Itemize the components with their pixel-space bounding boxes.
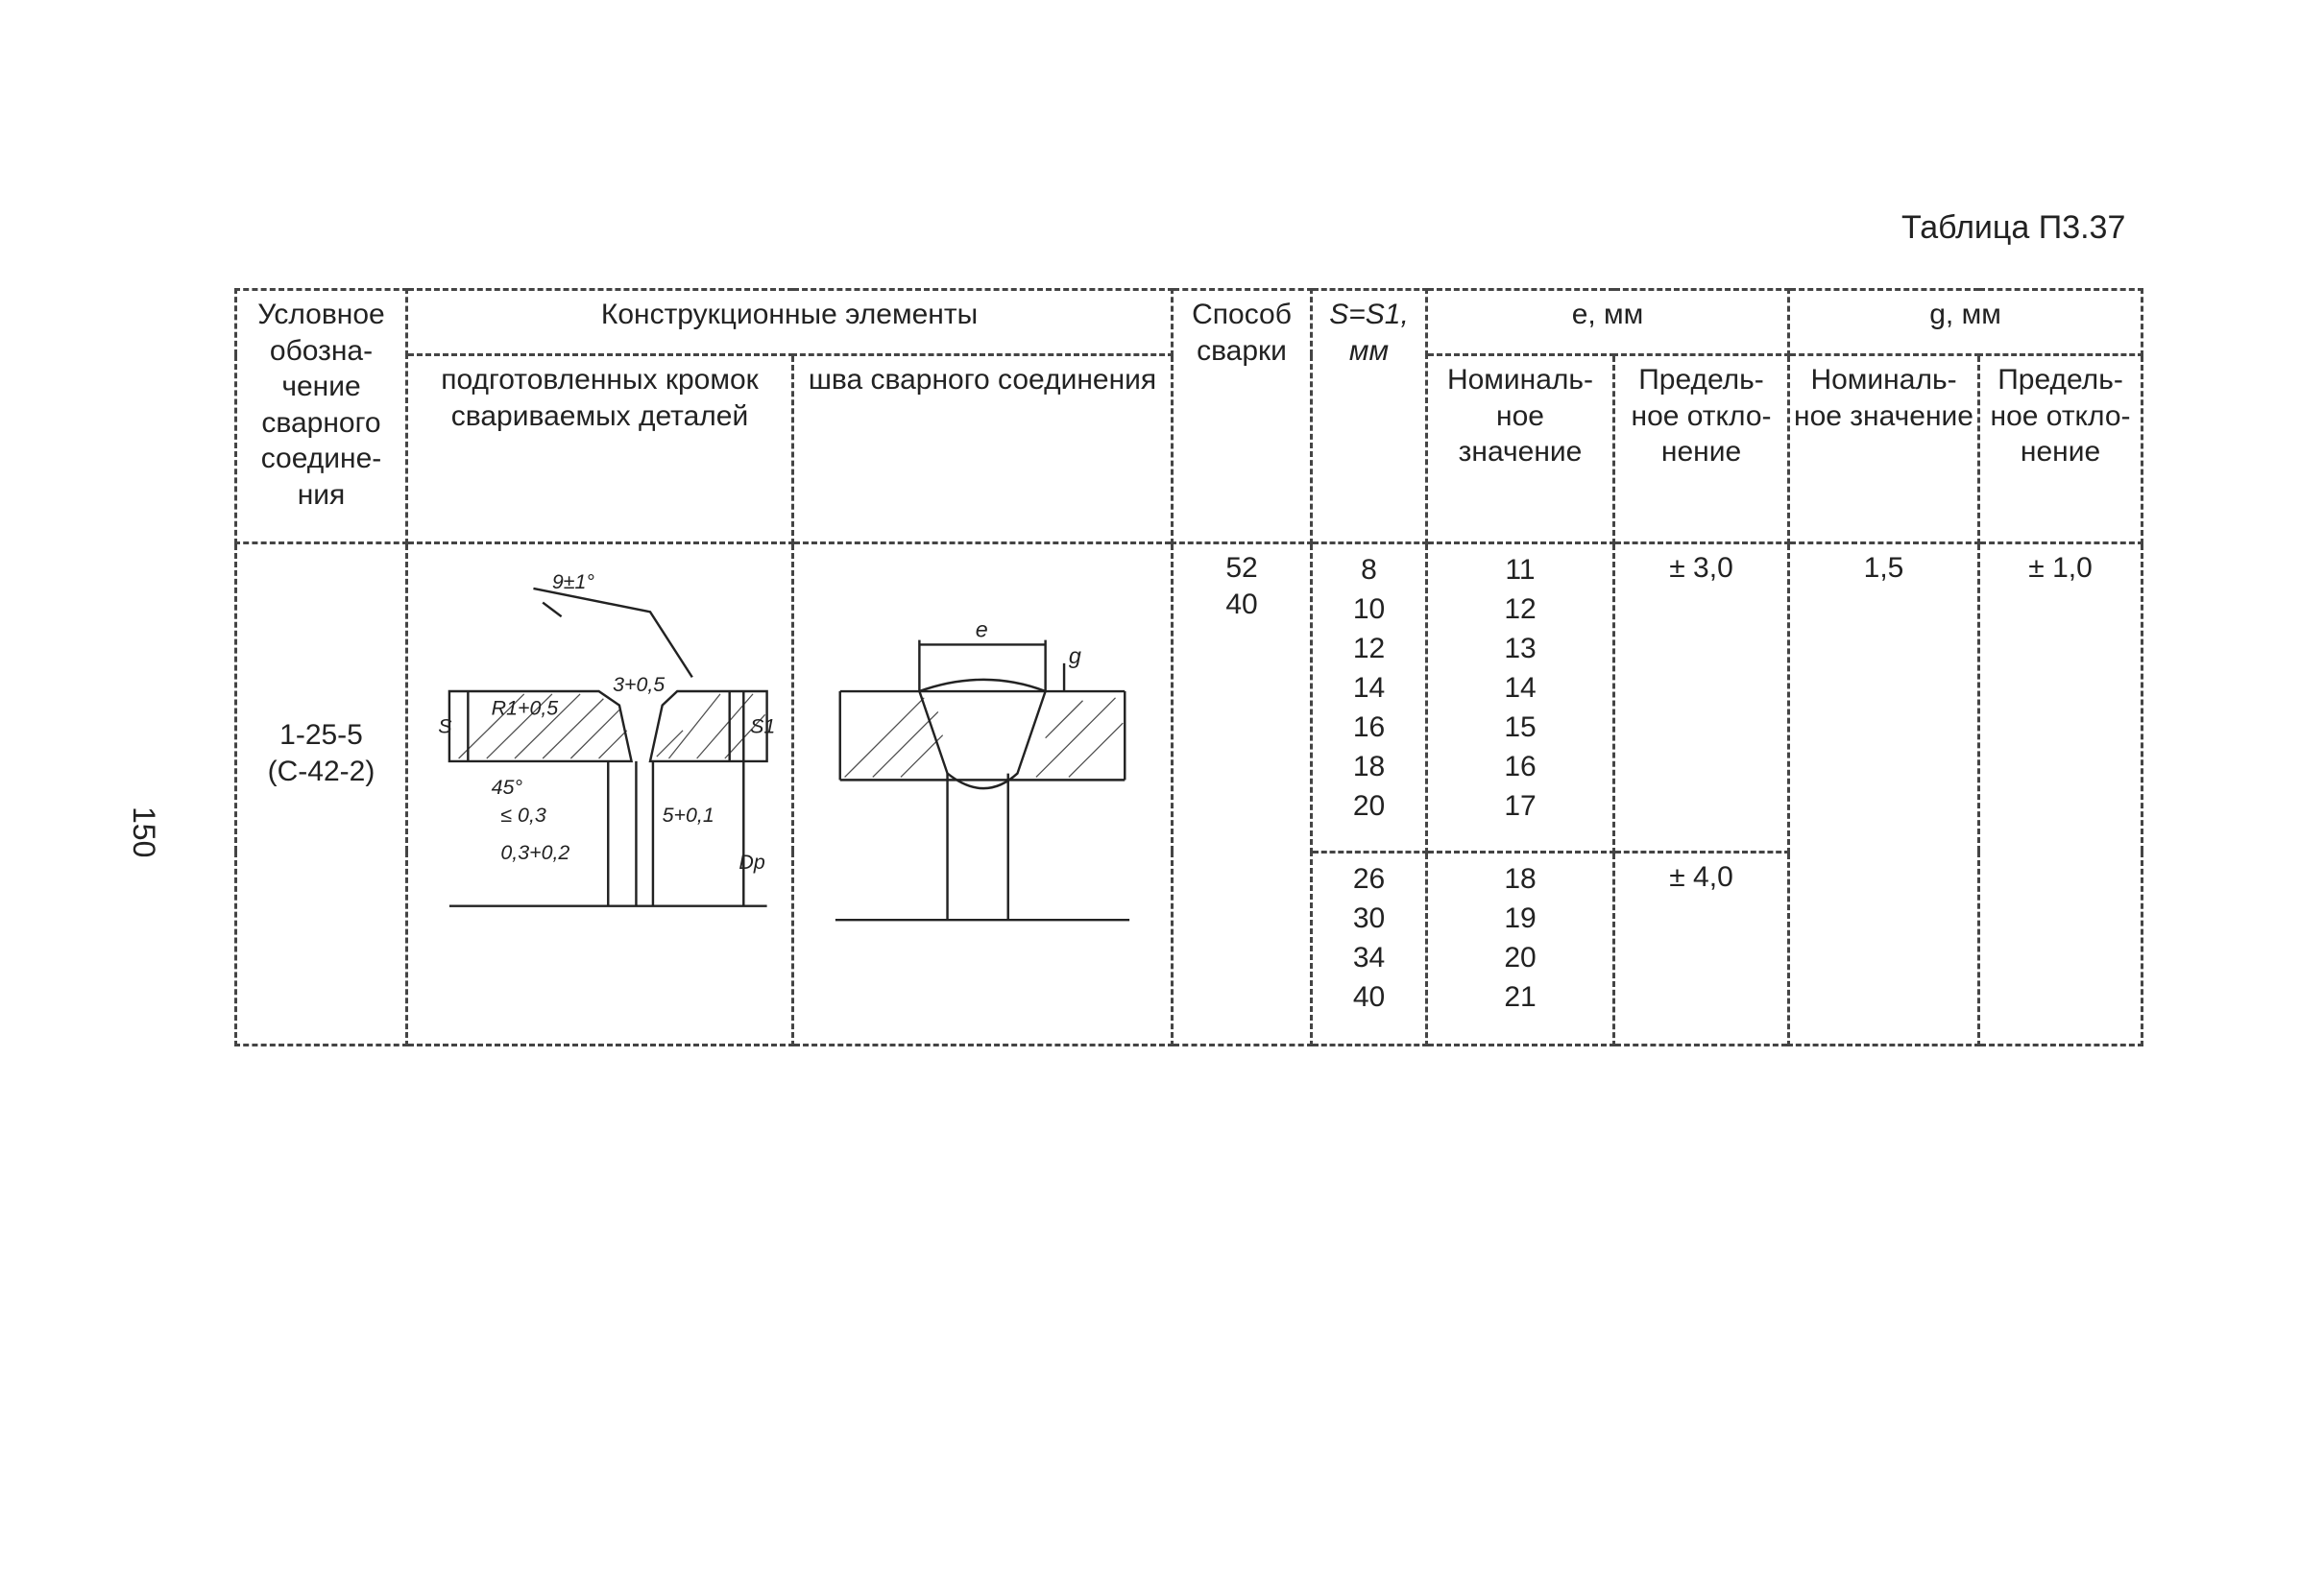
g-limit-value: ± 1,0 <box>1979 543 2142 1046</box>
weld-seam-drawing <box>793 543 1173 1046</box>
s-value: 16 <box>1352 711 1386 744</box>
designation-value: 1-25-5 (С-42-2) <box>236 543 407 1046</box>
s-value: 8 <box>1361 554 1377 587</box>
label-dp: Dp <box>738 850 765 874</box>
label-five: 5+0,1 <box>662 804 714 828</box>
label-gap-top: 3+0,5 <box>613 673 666 697</box>
s-value: 30 <box>1352 902 1386 934</box>
header-e-nominal: Номиналь-ное значение <box>1427 355 1614 543</box>
label-root: 0,3+0,2 <box>500 841 570 865</box>
table-caption: Таблица П3.37 <box>1901 209 2126 246</box>
page-number: 150 <box>127 806 161 858</box>
label-g: g <box>1068 642 1081 668</box>
s-values-group-2 <box>1312 852 1427 1045</box>
label-radius: R1+0,5 <box>491 696 559 720</box>
label-bevel: 45° <box>491 776 523 800</box>
label-s: S <box>438 714 452 738</box>
e-value: 17 <box>1504 790 1537 823</box>
s-value: 20 <box>1352 790 1386 823</box>
s-value: 10 <box>1352 593 1386 626</box>
header-g-group: g, мм <box>1789 290 2142 355</box>
s-value: 18 <box>1352 751 1386 783</box>
e-limit-group-1: ± 3,0 <box>1614 543 1789 853</box>
e-nominal-group-1 <box>1427 543 1614 853</box>
e-value: 16 <box>1504 751 1537 783</box>
s-value: 14 <box>1352 672 1386 705</box>
welding-table <box>234 288 2143 1046</box>
s-value: 26 <box>1352 862 1386 895</box>
e-value: 12 <box>1504 593 1537 626</box>
e-value: 18 <box>1504 862 1537 895</box>
label-angle: 9±1° <box>551 570 594 594</box>
e-nominal-group-2 <box>1427 852 1614 1045</box>
e-value: 13 <box>1504 633 1537 665</box>
header-designation: Условное обозна-чение сварного соедине-ния <box>236 290 407 543</box>
label-s1: S1 <box>750 714 776 738</box>
s-value: 12 <box>1352 633 1386 665</box>
method-value: 52 <box>1225 552 1258 585</box>
header-g-nominal: Номиналь-ное значение <box>1789 355 1979 543</box>
header-e-group: e, мм <box>1427 290 1789 355</box>
header-g-limit: Предель-ное откло-нение <box>1979 355 2142 543</box>
header-e-limit: Предель-ное откло-нение <box>1614 355 1789 543</box>
label-le: ≤ 0,3 <box>500 804 546 828</box>
header-weld-seam: шва сварного соединения <box>793 355 1173 543</box>
s-values-group-1 <box>1312 543 1427 853</box>
header-method: Способ сварки <box>1173 290 1312 543</box>
edge-preparation-diagram <box>412 550 787 1038</box>
method-cell <box>1173 543 1312 1046</box>
method-value: 40 <box>1225 588 1258 620</box>
e-limit-group-2: ± 4,0 <box>1614 852 1789 1045</box>
s-value: 40 <box>1352 980 1386 1013</box>
e-value: 11 <box>1505 554 1536 587</box>
label-e: e <box>975 616 988 642</box>
e-value: 14 <box>1504 672 1537 705</box>
g-nominal-value: 1,5 <box>1789 543 1979 1046</box>
s-value: 34 <box>1352 941 1386 974</box>
header-prepared-edges: подготовленных кромок свариваемых деталей <box>407 355 793 543</box>
e-value: 19 <box>1504 902 1537 934</box>
e-value: 20 <box>1504 941 1537 974</box>
header-structural-elements: Конструкционные элементы <box>407 290 1173 355</box>
prepared-edges-drawing <box>407 543 793 1046</box>
e-value: 21 <box>1504 980 1537 1013</box>
header-s: S=S1, мм <box>1312 290 1427 543</box>
weld-seam-diagram <box>798 550 1167 1038</box>
e-value: 15 <box>1504 711 1537 744</box>
